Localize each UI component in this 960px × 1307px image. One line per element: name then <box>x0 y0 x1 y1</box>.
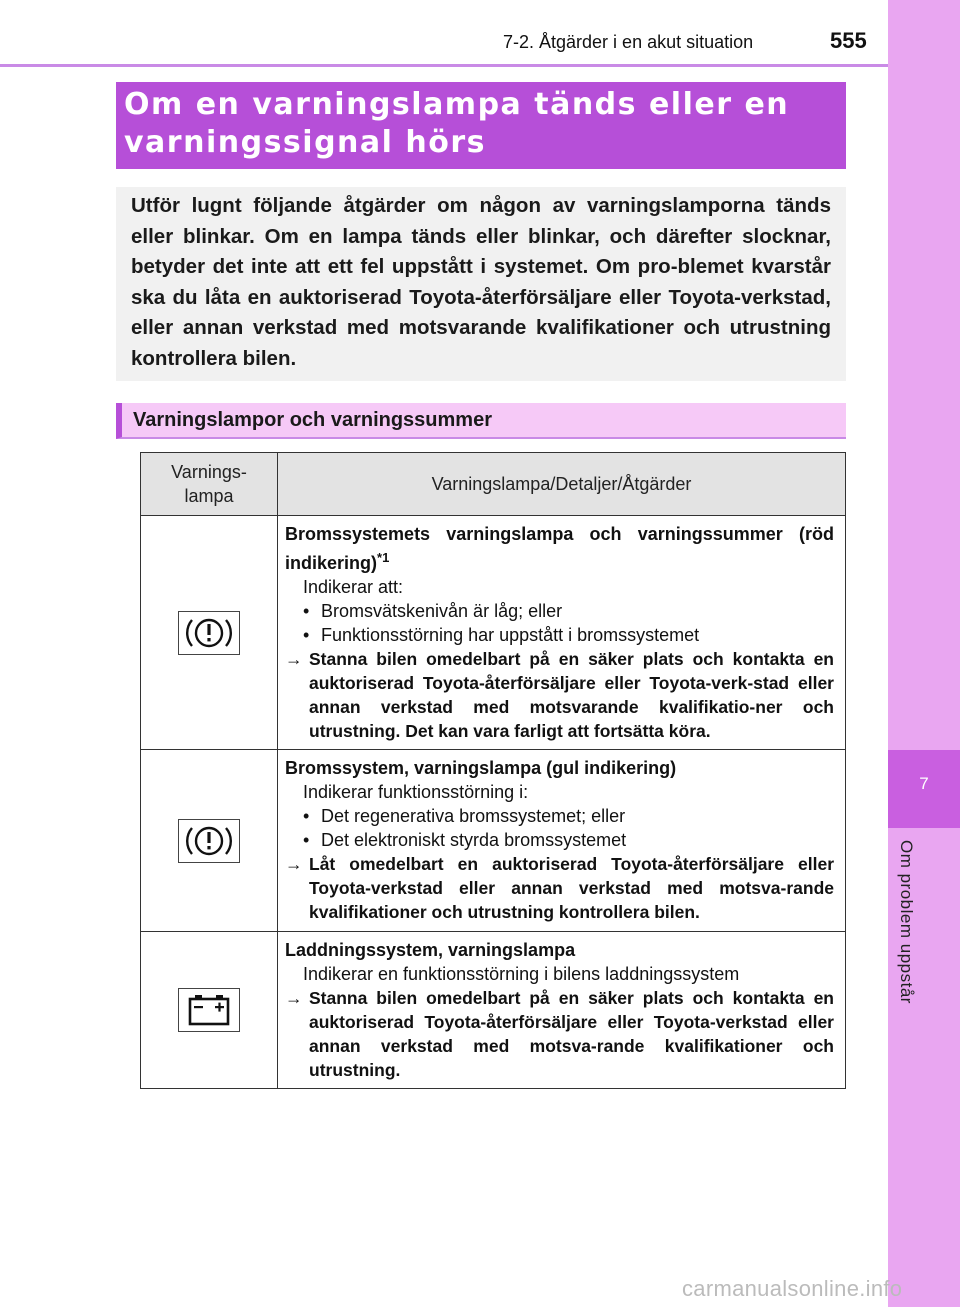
table-row <box>141 750 846 932</box>
subsection-heading <box>116 403 846 439</box>
arrow-right-icon: → <box>285 649 303 669</box>
chapter-number: 7 <box>919 774 929 793</box>
chapter-side-tab <box>888 0 960 1307</box>
lamp-symbol-cell <box>141 750 278 932</box>
warning-lamp-table <box>140 452 846 1089</box>
table-row <box>141 516 846 750</box>
row-title: Laddningssystem, varningslampa <box>285 940 576 960</box>
watermark[interactable]: carmanualsonline.info <box>682 1276 903 1301</box>
section-title-line2: varningssignal hörs <box>124 125 486 160</box>
row-title <box>285 522 834 575</box>
subsection-heading-text: Varningslampor och varningssummer <box>133 409 492 431</box>
page-number: 555 <box>830 28 867 53</box>
chapter-number-box[interactable] <box>888 750 960 828</box>
battery-icon <box>178 988 240 1032</box>
action-text-content: Stanna bilen omedelbart på en säker plats och kontakta en auktoriserad Toyota-återförsäljare eller Toyota-verkstad eller annan verkstad med motsva-rande kvalifikationer och utrustning. <box>309 988 834 1080</box>
column-header-lamp-line2: lampa <box>184 486 234 506</box>
action-text <box>285 852 834 924</box>
arrow-right-icon: → <box>285 854 303 874</box>
bullet-glyph: • <box>303 806 310 826</box>
action-text-content: Stanna bilen omedelbart på en säker plats och kontakta en auktoriserad Toyota-återförsäljare eller Toyota-verk-stad eller annan verkstad med motsvarande kvalifikatio-ner och utrustning. Det kan vara farligt att fortsätta köra. <box>309 649 834 741</box>
list-item-text: Bromsvätskenivån är låg; eller <box>321 601 563 621</box>
lamp-symbol-cell <box>141 932 278 1089</box>
arrow-right-icon: → <box>285 988 303 1008</box>
chapter-title: Om problem uppstår <box>897 840 916 1004</box>
section-path: 7-2. Åtgärder i en akut situation <box>503 32 754 52</box>
bullet-glyph: • <box>303 601 310 621</box>
indicates-text: Indikerar funktionsstörning i: <box>303 782 529 802</box>
brake-warning-icon <box>178 611 240 655</box>
bullet-glyph: • <box>303 625 310 645</box>
footnote-marker: *1 <box>377 550 390 565</box>
row-title: Bromssystem, varningslampa (gul indikering) <box>285 758 677 778</box>
table-header-row <box>141 453 846 516</box>
lamp-symbol-cell <box>141 516 278 750</box>
header-rule <box>0 64 888 67</box>
section-title-line1: Om en varningslampa tänds eller en <box>124 87 790 122</box>
indicates-text: Indikerar att: <box>303 577 404 597</box>
column-header-lamp <box>141 453 278 516</box>
column-header-lamp-line1: Varnings- <box>171 462 247 482</box>
intro-text: Utför lugnt följande åtgärder om någon av varningslamporna tänds eller blinkar. Om en lampa tänds eller blinkar, och därefter slocknar, betyder det inte att ett fel uppstått i systemet. Om pro-blemet kvarstår ska du låta en auktoriserad Toyota-återförsäljare eller Toyota-verkstad, eller annan verkstad med motsvarande kvalifikationer och utrustning kontrollera bilen. <box>131 194 831 370</box>
indicates-text: Indikerar en funktionsstörning i bilens laddningssystem <box>303 964 740 984</box>
list-item-text: Funktionsstörning har uppstått i bromssystemet <box>321 625 700 645</box>
list-item <box>285 828 834 852</box>
bullet-glyph: • <box>303 830 310 850</box>
section-title-box <box>116 82 846 169</box>
lamp-details-cell <box>278 750 846 932</box>
list-item <box>285 599 834 623</box>
list-item <box>285 804 834 828</box>
brake-system-icon <box>178 819 240 863</box>
list-item-text: Det elektroniskt styrda bromssystemet <box>321 830 627 850</box>
action-text-content: Låt omedelbart en auktoriserad Toyota-återförsäljare eller Toyota-verkstad eller annan verkstad med motsva-rande kvalifikationer och utrustning kontrollera bilen. <box>309 854 834 922</box>
list-item <box>285 623 834 647</box>
table-row <box>141 932 846 1089</box>
lamp-details-cell <box>278 516 846 750</box>
column-header-details: Varningslampa/Detaljer/Åtgärder <box>278 453 846 516</box>
intro-box <box>116 187 846 381</box>
action-text <box>285 647 834 743</box>
list-item-text: Det regenerativa bromssystemet; eller <box>321 806 626 826</box>
row-title-text: Bromssystemets varningslampa och varningssummer (röd indikering) <box>285 524 834 573</box>
action-text <box>285 986 834 1082</box>
lamp-details-cell <box>278 932 846 1089</box>
